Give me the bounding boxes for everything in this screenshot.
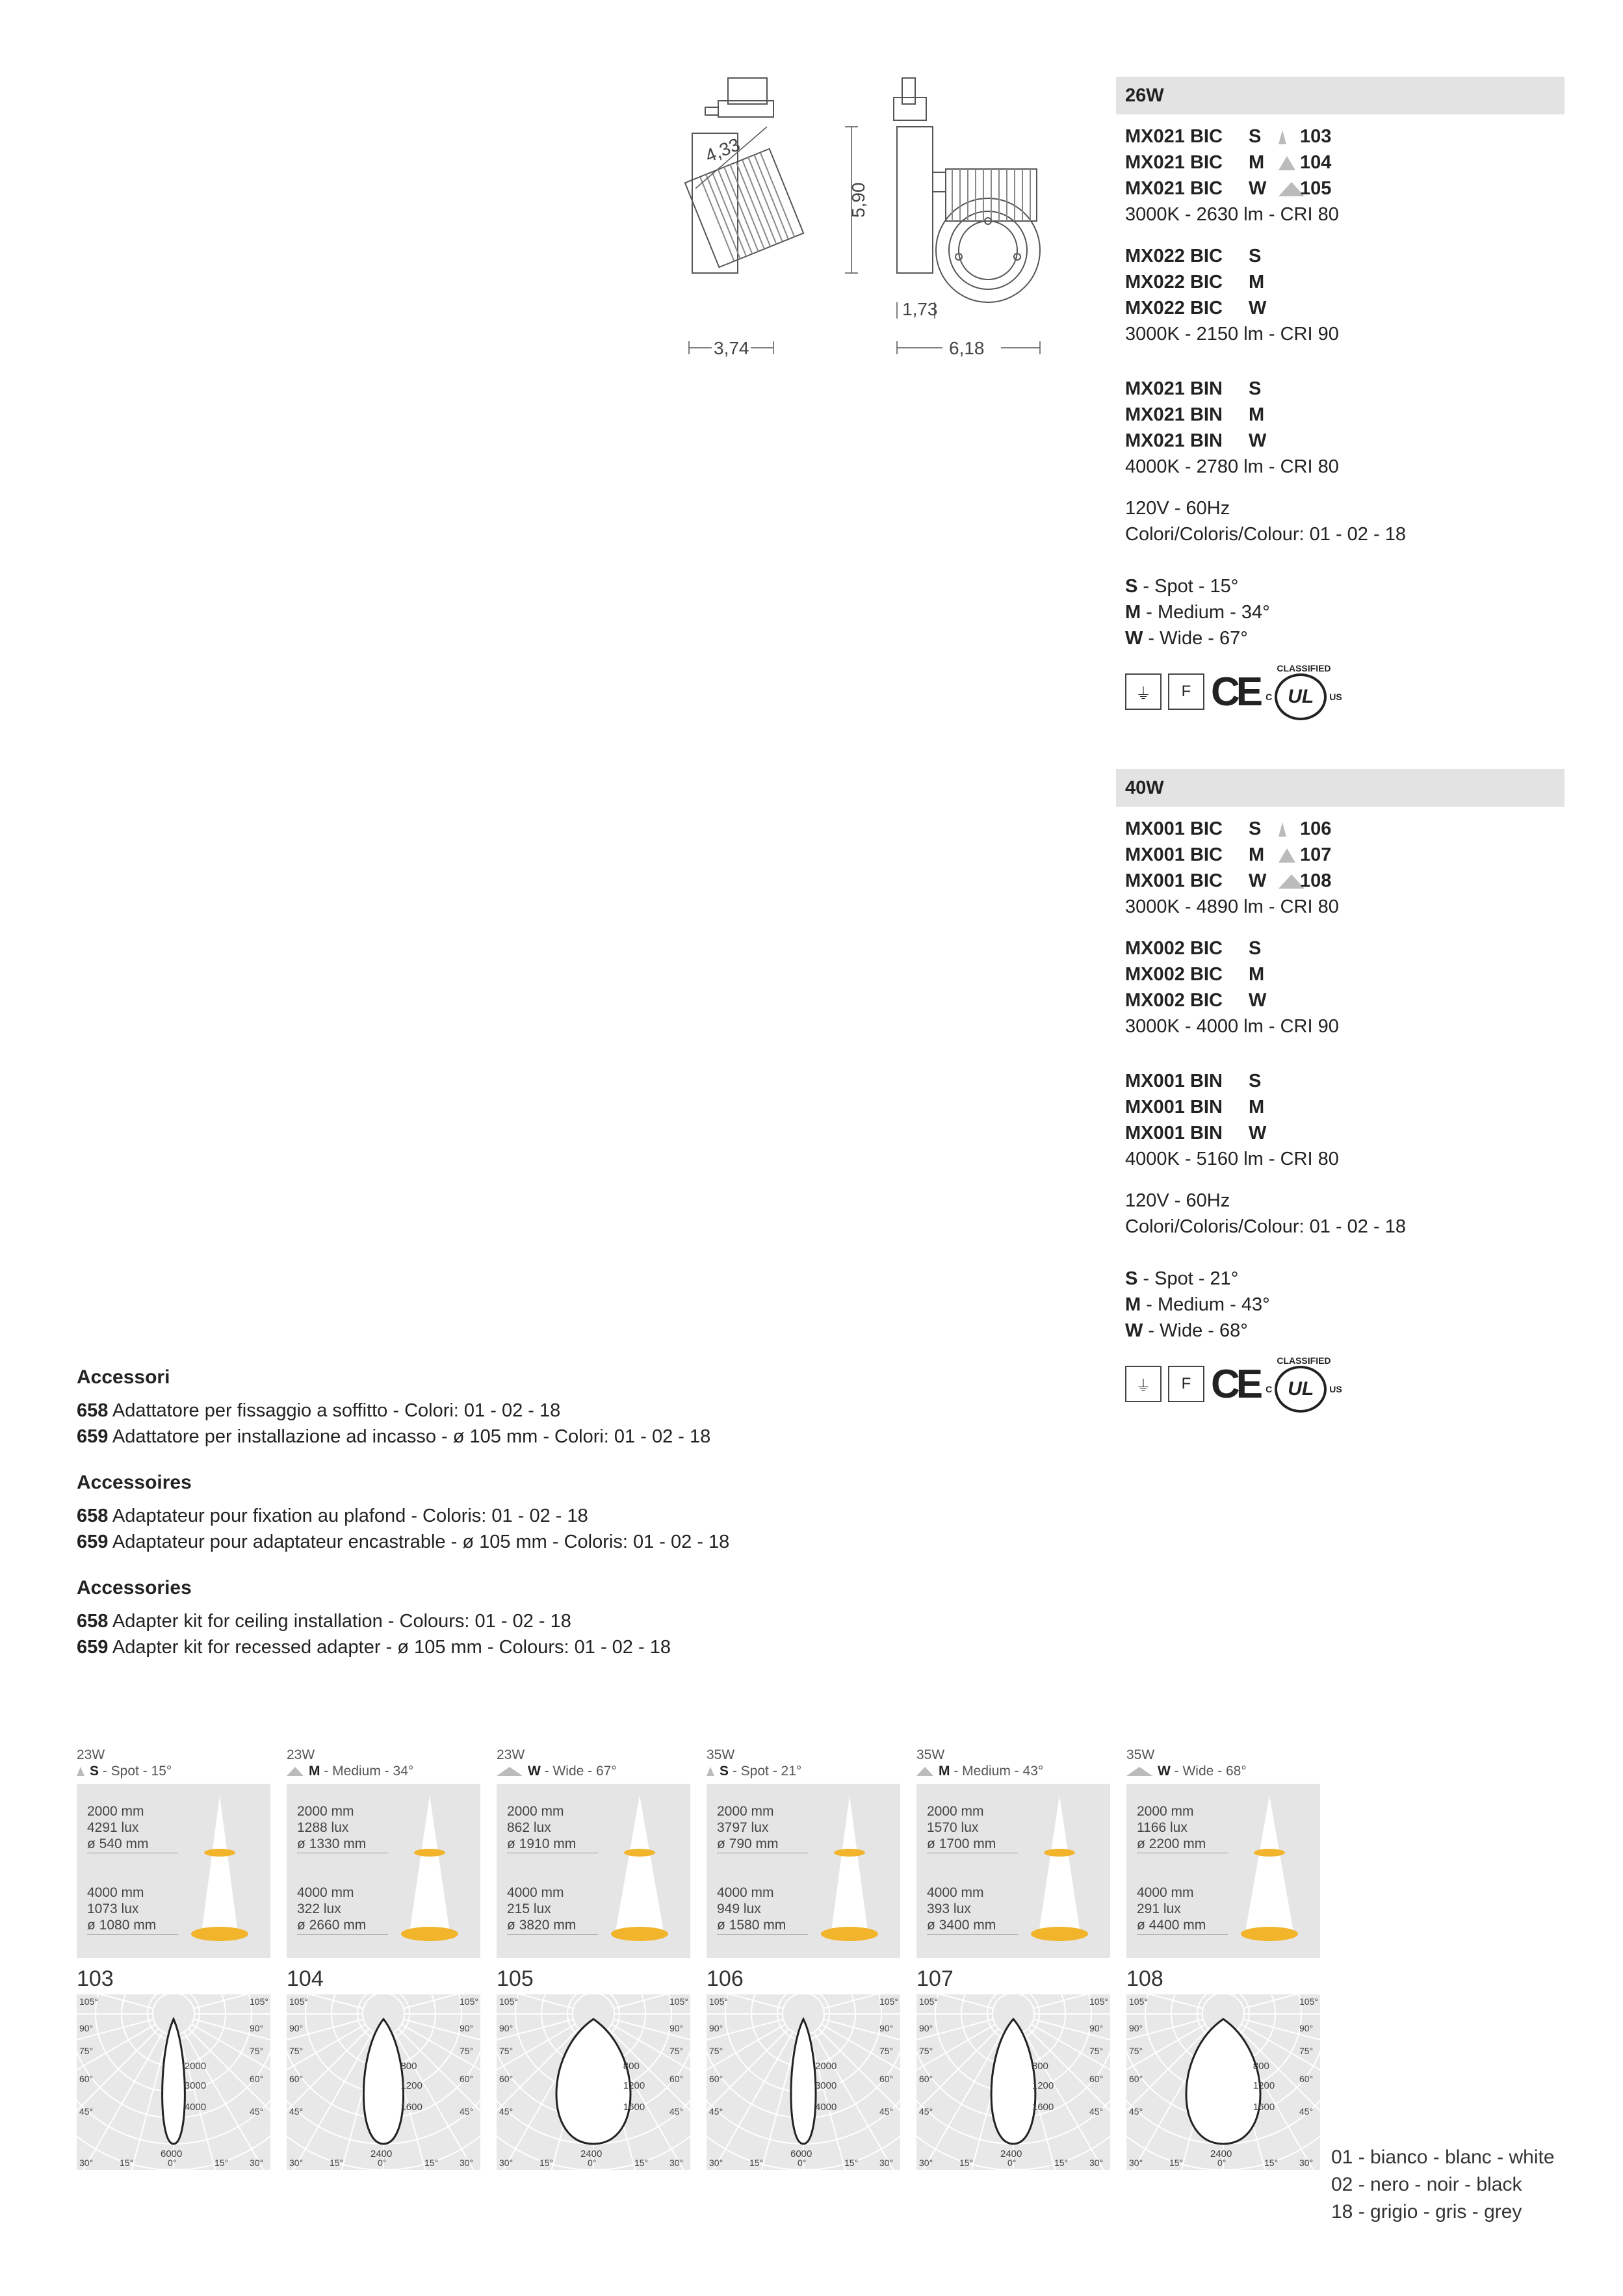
polar-lobe	[991, 2019, 1035, 2144]
colours-line: Colori/Coloris/Colour: 01 - 02 - 18	[1125, 524, 1406, 545]
light-cone	[1039, 1795, 1081, 1935]
diameter-1: ø 790 mm	[717, 1836, 779, 1851]
angle-label: 15°	[330, 2158, 344, 2168]
angle-label: 30°	[460, 2158, 474, 2168]
angle-label: 75°	[250, 2046, 264, 2056]
polar-grid	[497, 1994, 690, 2170]
ul-mark-icon: CLASSIFIED C UL US	[1266, 1355, 1342, 1413]
beam-line: M - Medium - 34°	[1125, 602, 1270, 623]
beam-triangle-icon	[1126, 1767, 1152, 1776]
model-line: MX021 BIC M 104	[1125, 152, 1332, 173]
acc-title: Accessori	[77, 1366, 170, 1388]
beam-spot-2	[401, 1927, 458, 1941]
light-cone	[201, 1795, 239, 1935]
beam-spot-1	[204, 1849, 235, 1857]
angle-label: 90°	[1299, 2023, 1314, 2033]
angle-label: 0°	[588, 2158, 597, 2168]
distance-1: 2000 mm	[927, 1804, 984, 1819]
angle-label: 105°	[460, 1996, 478, 2007]
angle-label: 75°	[1089, 2046, 1104, 2056]
beam-spot-1	[1044, 1849, 1075, 1857]
spec-line: 3000K - 2630 lm - CRI 80	[1125, 204, 1339, 225]
ring-value: 1600	[1253, 2102, 1275, 2113]
acc-item: 658 Adattatore per fissaggio a soffitto - Colori: 01 - 02 - 18	[77, 1400, 561, 1421]
model-line: MX002 BIC M	[1125, 964, 1265, 985]
angle-label: 60°	[1129, 2074, 1143, 2084]
angle-label: 15°	[120, 2158, 134, 2168]
angle-label: 105°	[709, 1996, 728, 2007]
model-line: MX022 BIC M	[1125, 272, 1265, 293]
angle-label: 30°	[1299, 2158, 1314, 2168]
model-line: MX001 BIC M 107	[1125, 844, 1332, 865]
dim-label: 5,90	[848, 182, 868, 218]
polar-grid	[707, 1994, 900, 2170]
beam-diagram	[287, 1784, 480, 1958]
distance-2: 4000 mm	[297, 1885, 354, 1900]
ring-value: 800	[623, 2061, 640, 2072]
angle-label: 75°	[460, 2046, 474, 2056]
model-line: MX001 BIN M	[1125, 1097, 1265, 1117]
voltage-line: 120V - 60Hz	[1125, 1190, 1230, 1211]
angle-label: 0°	[168, 2158, 177, 2168]
beam-triangle-icon	[1279, 848, 1295, 863]
diameter-1: ø 540 mm	[87, 1836, 149, 1851]
technical-drawing	[669, 65, 1072, 371]
angle-label: 75°	[879, 2046, 894, 2056]
card-beam-label: S - Spot - 21°	[707, 1763, 900, 1780]
beam-triangle-icon	[1279, 130, 1286, 144]
beam-diagram	[916, 1784, 1110, 1958]
angle-label: 30°	[709, 2158, 723, 2168]
diameter-1: ø 1910 mm	[507, 1836, 577, 1851]
acc-item: 659 Adaptateur pour adaptateur encastrable - ø 105 mm - Coloris: 01 - 02 - 18	[77, 1532, 730, 1552]
polar-grid	[916, 1994, 1110, 2170]
model-line: MX001 BIC W 108	[1125, 870, 1332, 891]
angle-label: 45°	[1089, 2106, 1104, 2117]
angle-label: 15°	[634, 2158, 649, 2168]
angle-label: 90°	[879, 2023, 894, 2033]
angle-label: 45°	[250, 2106, 264, 2117]
angle-label: 45°	[1129, 2106, 1143, 2117]
distance-1: 2000 mm	[87, 1804, 144, 1819]
acc-item: 658 Adaptateur pour fixation au plafond - Coloris: 01 - 02 - 18	[77, 1506, 588, 1526]
certifications	[1125, 663, 1565, 720]
lux-1: 1166 lux	[1137, 1820, 1188, 1835]
beam-diagram	[707, 1784, 900, 1958]
polar-lobe	[1186, 2019, 1260, 2144]
ring-value: 800	[1253, 2061, 1269, 2072]
angle-label: 45°	[709, 2106, 723, 2117]
beam-triangle-icon	[1279, 156, 1295, 170]
distance-1: 2000 mm	[297, 1804, 354, 1819]
beam-diagram	[497, 1784, 690, 1958]
angle-label: 105°	[669, 1996, 688, 2007]
ring-value: 4000	[814, 2102, 837, 2113]
ring-value: 6000	[161, 2148, 183, 2159]
lux-2: 215 lux	[507, 1901, 551, 1916]
angle-label: 60°	[669, 2074, 684, 2084]
ring-value: 1200	[1032, 2080, 1054, 2091]
beam-spot-1	[624, 1849, 655, 1857]
angle-label: 105°	[79, 1996, 98, 2007]
angle-label: 0°	[1217, 2158, 1227, 2168]
angle-label: 30°	[1129, 2158, 1143, 2168]
angle-label: 45°	[460, 2106, 474, 2117]
angle-label: 15°	[424, 2158, 439, 2168]
angle-label: 105°	[1299, 1996, 1318, 2007]
lux-2: 393 lux	[927, 1901, 971, 1916]
ring-value: 800	[1032, 2061, 1048, 2072]
dim-label: 1,73	[902, 299, 938, 319]
distance-2: 4000 mm	[717, 1885, 774, 1900]
angle-label: 0°	[798, 2158, 807, 2168]
ground-icon: ⏚	[1125, 1366, 1162, 1402]
lux-1: 1288 lux	[297, 1820, 349, 1835]
model-line: MX021 BIC W 105	[1125, 178, 1332, 199]
angle-label: 75°	[499, 2046, 513, 2056]
angle-label: 90°	[669, 2023, 684, 2033]
angle-label: 90°	[460, 2023, 474, 2033]
model-line: MX021 BIN W	[1125, 430, 1267, 451]
spec-line: 3000K - 2150 lm - CRI 90	[1125, 324, 1339, 345]
lux-2: 949 lux	[717, 1901, 761, 1916]
distance-1: 2000 mm	[717, 1804, 774, 1819]
angle-label: 105°	[289, 1996, 308, 2007]
diameter-1: ø 2200 mm	[1137, 1836, 1206, 1851]
distance-1: 2000 mm	[507, 1804, 564, 1819]
lux-1: 1570 lux	[927, 1820, 979, 1835]
photometric-card	[1126, 1747, 1320, 2170]
angle-label: 15°	[214, 2158, 229, 2168]
ul-mark-icon: CLASSIFIED C UL US	[1266, 663, 1342, 720]
beam-spot-2	[821, 1927, 878, 1941]
ce-mark-icon: CE	[1211, 669, 1260, 714]
photometric-card	[287, 1747, 480, 2170]
card-wattage: 35W	[707, 1747, 735, 1762]
angle-label: 45°	[499, 2106, 513, 2117]
polar-ref: 107	[916, 1966, 954, 1991]
card-beam-label: W - Wide - 68°	[1126, 1763, 1320, 1780]
card-beam-label: M - Medium - 34°	[287, 1763, 480, 1780]
ring-value: 1600	[400, 2102, 422, 2113]
angle-label: 0°	[1007, 2158, 1017, 2168]
angle-label: 60°	[499, 2074, 513, 2084]
lux-1: 4291 lux	[87, 1820, 139, 1835]
photometric-card	[497, 1747, 690, 2170]
spec-line: 3000K - 4000 lm - CRI 90	[1125, 1016, 1339, 1037]
polar-grid	[287, 1994, 480, 2170]
angle-label: 60°	[460, 2074, 474, 2084]
angle-label: 30°	[919, 2158, 933, 2168]
photometric-card	[77, 1747, 270, 2170]
spec-line: 4000K - 2780 lm - CRI 80	[1125, 456, 1339, 477]
ring-value: 2400	[370, 2148, 393, 2159]
diameter-2: ø 3400 mm	[927, 1918, 996, 1933]
ring-value: 2400	[1210, 2148, 1232, 2159]
angle-label: 15°	[1169, 2158, 1184, 2168]
angle-label: 30°	[669, 2158, 684, 2168]
angle-label: 60°	[79, 2074, 94, 2084]
angle-label: 60°	[1299, 2074, 1314, 2084]
angle-label: 60°	[919, 2074, 933, 2084]
angle-label: 105°	[1089, 1996, 1108, 2007]
light-cone	[831, 1795, 868, 1935]
light-cone	[1245, 1795, 1294, 1935]
angle-label: 90°	[289, 2023, 304, 2033]
diameter-2: ø 4400 mm	[1137, 1918, 1206, 1933]
model-line: MX001 BIN W	[1125, 1123, 1267, 1143]
card-wattage: 23W	[77, 1747, 105, 1762]
angle-label: 0°	[378, 2158, 387, 2168]
beam-triangle-icon	[707, 1767, 714, 1776]
model-line: MX002 BIC S	[1125, 938, 1262, 959]
beam-line: W - Wide - 68°	[1125, 1320, 1248, 1341]
card-beam-label: W - Wide - 67°	[497, 1763, 690, 1780]
angle-label: 45°	[79, 2106, 94, 2117]
distance-1: 2000 mm	[1137, 1804, 1194, 1819]
angle-label: 30°	[289, 2158, 304, 2168]
card-beam-label: S - Spot - 15°	[77, 1763, 270, 1780]
card-wattage: 35W	[916, 1747, 945, 1762]
polar-ref: 104	[287, 1966, 324, 1991]
ce-mark-icon: CE	[1211, 1361, 1260, 1407]
spec-line: 4000K - 5160 lm - CRI 80	[1125, 1149, 1339, 1169]
angle-label: 30°	[250, 2158, 264, 2168]
beam-triangle-icon	[497, 1767, 523, 1776]
accessories	[77, 1364, 987, 1660]
angle-label: 90°	[1089, 2023, 1104, 2033]
angle-label: 45°	[879, 2106, 894, 2117]
model-line: MX022 BIC S	[1125, 246, 1262, 267]
ring-value: 3000	[184, 2080, 207, 2091]
color-line: 18 - grigio - gris - grey	[1331, 2201, 1522, 2223]
model-line: MX022 BIC W	[1125, 298, 1267, 319]
photometric-card	[707, 1747, 900, 2170]
acc-item: 659 Adattatore per installazione ad incasso - ø 105 mm - Colori: 01 - 02 - 18	[77, 1426, 711, 1447]
polar-diagram	[287, 1994, 480, 2170]
angle-label: 45°	[669, 2106, 684, 2117]
beam-line: W - Wide - 67°	[1125, 628, 1248, 649]
ring-value: 1200	[1253, 2080, 1275, 2091]
distance-2: 4000 mm	[927, 1885, 984, 1900]
beam-diagram	[77, 1784, 270, 1958]
angle-label: 75°	[709, 2046, 723, 2056]
spec-line: 3000K - 4890 lm - CRI 80	[1125, 896, 1339, 917]
f-mark-icon: F	[1168, 1366, 1204, 1402]
angle-label: 30°	[879, 2158, 894, 2168]
angle-label: 75°	[79, 2046, 94, 2056]
acc-title: Accessoires	[77, 1472, 192, 1493]
diameter-2: ø 3820 mm	[507, 1918, 577, 1933]
light-cone	[615, 1795, 664, 1935]
diameter-2: ø 2660 mm	[297, 1918, 367, 1933]
angle-label: 90°	[919, 2023, 933, 2033]
dim-label: 4,33	[702, 134, 743, 166]
beam-spot-2	[611, 1927, 668, 1941]
beam-spot-2	[1241, 1927, 1298, 1941]
angle-label: 15°	[539, 2158, 554, 2168]
certifications	[1125, 1355, 1565, 1413]
angle-label: 75°	[289, 2046, 304, 2056]
angle-label: 30°	[1089, 2158, 1104, 2168]
model-line: MX021 BIC S 103	[1125, 126, 1332, 147]
model-line: MX001 BIN S	[1125, 1071, 1262, 1091]
angle-label: 90°	[499, 2023, 513, 2033]
acc-item: 658 Adapter kit for ceiling installation - Colours: 01 - 02 - 18	[77, 1611, 571, 1632]
lux-2: 291 lux	[1137, 1901, 1181, 1916]
beam-triangle-icon	[287, 1767, 304, 1776]
distance-2: 4000 mm	[507, 1885, 564, 1900]
card-wattage: 35W	[1126, 1747, 1155, 1762]
angle-label: 60°	[879, 2074, 894, 2084]
lux-1: 862 lux	[507, 1820, 551, 1835]
beam-spot-1	[1254, 1849, 1285, 1857]
ring-value: 2400	[580, 2148, 603, 2159]
dim-label: 3,74	[714, 338, 749, 358]
light-cone	[409, 1795, 450, 1935]
ring-value: 1600	[1032, 2102, 1054, 2113]
polar-diagram	[1126, 1994, 1320, 2170]
angle-label: 15°	[749, 2158, 764, 2168]
distance-2: 4000 mm	[87, 1885, 144, 1900]
f-mark-icon: F	[1168, 673, 1204, 710]
angle-label: 75°	[1299, 2046, 1314, 2056]
model-line: MX001 BIC S 106	[1125, 818, 1332, 839]
angle-label: 75°	[919, 2046, 933, 2056]
angle-label: 75°	[1129, 2046, 1143, 2056]
acc-title: Accessories	[77, 1577, 192, 1598]
ring-value: 4000	[184, 2102, 207, 2113]
angle-label: 60°	[1089, 2074, 1104, 2084]
panel-header: 26W	[1116, 77, 1565, 114]
polar-ref: 103	[77, 1966, 114, 1991]
polar-ref: 105	[497, 1966, 534, 1991]
angle-label: 15°	[1054, 2158, 1069, 2168]
angle-label: 30°	[499, 2158, 513, 2168]
ring-value: 1200	[623, 2080, 645, 2091]
diameter-1: ø 1700 mm	[927, 1836, 996, 1851]
polar-grid	[1126, 1994, 1320, 2170]
polar-diagram	[707, 1994, 900, 2170]
angle-label: 105°	[1129, 1996, 1148, 2007]
angle-label: 15°	[1264, 2158, 1279, 2168]
beam-diagram	[1126, 1784, 1320, 1958]
diameter-2: ø 1580 mm	[717, 1918, 786, 1933]
colors-note	[1331, 2144, 1555, 2226]
angle-label: 90°	[709, 2023, 723, 2033]
angle-label: 105°	[250, 1996, 268, 2007]
beam-triangle-icon	[1279, 822, 1286, 837]
polar-grid	[77, 1994, 270, 2170]
angle-label: 30°	[79, 2158, 94, 2168]
ring-value: 3000	[814, 2080, 837, 2091]
ring-value: 1600	[623, 2102, 645, 2113]
color-line: 01 - bianco - blanc - white	[1331, 2146, 1555, 2168]
angle-label: 60°	[709, 2074, 723, 2084]
angle-label: 105°	[499, 1996, 518, 2007]
polar-diagram	[497, 1994, 690, 2170]
beam-spot-2	[191, 1927, 248, 1941]
beam-line: S - Spot - 21°	[1125, 1268, 1239, 1289]
angle-label: 105°	[879, 1996, 898, 2007]
beam-line: S - Spot - 15°	[1125, 576, 1239, 597]
ring-value: 2400	[1000, 2148, 1022, 2159]
beam-spot-1	[834, 1849, 865, 1857]
spec-panel-40w	[1116, 769, 1565, 1413]
photometric-card	[916, 1747, 1110, 2170]
ground-icon: ⏚	[1125, 673, 1162, 710]
angle-label: 15°	[844, 2158, 859, 2168]
angle-label: 45°	[919, 2106, 933, 2117]
beam-spot-1	[414, 1849, 445, 1857]
angle-label: 105°	[919, 1996, 938, 2007]
model-line: MX002 BIC W	[1125, 990, 1267, 1011]
diameter-1: ø 1330 mm	[297, 1836, 367, 1851]
acc-item: 659 Adapter kit for recessed adapter - ø 105 mm - Colours: 01 - 02 - 18	[77, 1637, 671, 1658]
ring-value: 6000	[790, 2148, 812, 2159]
card-wattage: 23W	[497, 1747, 525, 1762]
model-line: MX021 BIN S	[1125, 378, 1262, 399]
angle-label: 90°	[79, 2023, 94, 2033]
ring-value: 2000	[184, 2061, 207, 2072]
ring-value: 1200	[400, 2080, 422, 2091]
polar-ref: 106	[707, 1966, 744, 1991]
beam-spot-2	[1031, 1927, 1088, 1941]
polar-lobe	[556, 2019, 630, 2144]
dim-label: 6,18	[949, 338, 985, 358]
angle-label: 15°	[959, 2158, 974, 2168]
voltage-line: 120V - 60Hz	[1125, 498, 1230, 519]
diameter-2: ø 1080 mm	[87, 1918, 157, 1933]
polar-diagram	[77, 1994, 270, 2170]
polar-diagram	[916, 1994, 1110, 2170]
beam-line: M - Medium - 43°	[1125, 1294, 1270, 1315]
polar-lobe	[162, 2019, 185, 2144]
distance-2: 4000 mm	[1137, 1885, 1194, 1900]
spec-panel-26w	[1116, 77, 1565, 720]
beam-triangle-icon	[77, 1767, 84, 1776]
angle-label: 60°	[250, 2074, 264, 2084]
card-beam-label: M - Medium - 43°	[916, 1763, 1110, 1780]
panel-header: 40W	[1116, 769, 1565, 807]
lux-2: 322 lux	[297, 1901, 341, 1916]
angle-label: 45°	[1299, 2106, 1314, 2117]
ring-value: 800	[400, 2061, 417, 2072]
angle-label: 75°	[669, 2046, 684, 2056]
card-wattage: 23W	[287, 1747, 315, 1762]
angle-label: 60°	[289, 2074, 304, 2084]
polar-ref: 108	[1126, 1966, 1163, 1991]
angle-label: 90°	[250, 2023, 264, 2033]
lux-2: 1073 lux	[87, 1901, 139, 1916]
colours-line: Colori/Coloris/Colour: 01 - 02 - 18	[1125, 1216, 1406, 1237]
angle-label: 90°	[1129, 2023, 1143, 2033]
ring-value: 2000	[814, 2061, 837, 2072]
model-line: MX021 BIN M	[1125, 404, 1265, 425]
angle-label: 45°	[289, 2106, 304, 2117]
beam-triangle-icon	[916, 1767, 933, 1776]
color-line: 02 - nero - noir - black	[1331, 2174, 1522, 2195]
lux-1: 3797 lux	[717, 1820, 769, 1835]
